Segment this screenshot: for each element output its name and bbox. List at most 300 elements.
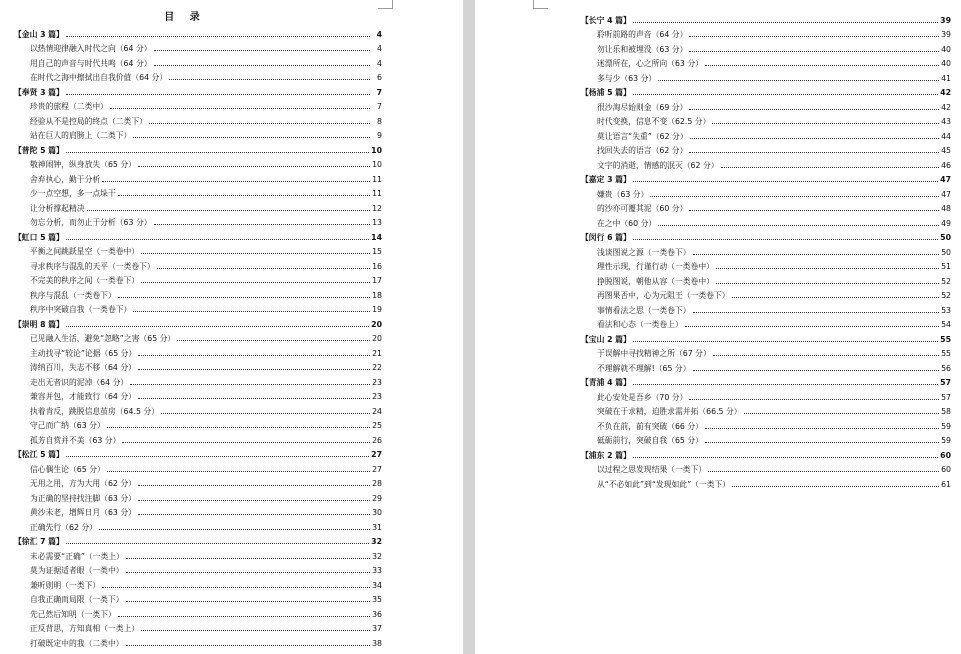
toc-entry-title: 【奉贤 3 篇】 — [14, 87, 64, 97]
toc-page-number: 53 — [941, 305, 951, 315]
toc-entry[interactable] — [581, 461, 951, 476]
dot-leader — [732, 486, 939, 487]
toc-entry-title: 嫌贵（63 分） — [597, 189, 649, 199]
dot-leader — [689, 399, 939, 400]
dot-leader — [732, 297, 939, 298]
dot-leader — [157, 268, 370, 269]
toc-entry-title: 秩序中突破自我（一类卷下） — [30, 305, 132, 314]
dot-leader — [705, 442, 939, 443]
toc-page-left — [0, 0, 463, 654]
dot-leader — [149, 123, 370, 124]
toc-page-number: 61 — [941, 479, 951, 489]
toc-entry[interactable] — [14, 156, 382, 171]
dot-leader — [138, 398, 370, 399]
dot-leader — [110, 108, 370, 109]
dot-leader — [138, 485, 370, 486]
toc-entry[interactable] — [14, 170, 382, 185]
toc-entry[interactable] — [14, 388, 382, 403]
toc-entry[interactable] — [14, 562, 382, 577]
toc-entry-title: 挣脱图说，朝他从容（一类卷中） — [597, 276, 714, 286]
toc-entry-title: 不负在前，前有突破（66 分） — [597, 421, 703, 431]
toc-entry[interactable] — [581, 113, 951, 128]
toc-entry[interactable] — [14, 359, 382, 374]
toc-entry-title: 时代变换，信息不变（62.5 分） — [597, 117, 711, 126]
toc-entry[interactable] — [581, 417, 951, 432]
toc-entry[interactable] — [14, 576, 382, 591]
dot-leader — [107, 471, 370, 472]
toc-entry-title: 【崇明 8 篇】 — [14, 319, 64, 329]
toc-section-heading[interactable] — [14, 228, 382, 243]
toc-entry[interactable] — [581, 475, 951, 490]
dot-leader — [141, 253, 370, 254]
toc-entry[interactable] — [581, 403, 951, 418]
toc-page-number: 31 — [372, 522, 382, 532]
toc-entry-title: 看法和心态（一类卷上） — [597, 320, 683, 329]
toc-entry[interactable] — [581, 345, 951, 360]
dot-leader — [721, 167, 939, 168]
toc-page-number: 30 — [372, 508, 382, 517]
dot-leader — [161, 413, 370, 414]
dot-leader — [685, 326, 939, 327]
toc-page-number: 26 — [372, 435, 382, 445]
toc-entry-title: 先己然后知明（一类下） — [30, 609, 116, 619]
toc-entry[interactable] — [14, 431, 382, 446]
toc-entry-title: 在之中（60 分） — [597, 218, 657, 228]
toc-entry-title: 【长宁 4 篇】 — [581, 15, 631, 25]
toc-entry[interactable] — [14, 475, 382, 490]
dot-leader — [138, 355, 370, 356]
dot-leader — [633, 94, 938, 95]
dot-leader — [66, 152, 369, 153]
toc-entry[interactable] — [14, 344, 382, 359]
toc-entry[interactable] — [14, 54, 382, 69]
dot-leader — [66, 94, 370, 95]
toc-entry-title: 敬神闹钟，纵身放失（65 分） — [30, 160, 136, 169]
toc-entry-title: 黄沙未老，增辉日月（63 分） — [30, 508, 136, 517]
toc-entry-title: 很沙淘尽始则金（69 分） — [597, 102, 688, 112]
toc-page-number: 28 — [372, 479, 382, 488]
toc-page-number: 50 — [940, 233, 951, 242]
toc-section-heading[interactable] — [14, 446, 382, 461]
toc-page-number: 39 — [940, 15, 951, 25]
toc-entry-title: 【金山 3 篇】 — [14, 29, 64, 39]
toc-section-heading[interactable] — [581, 330, 951, 345]
dot-leader — [689, 210, 939, 211]
toc-page-number: 35 — [372, 595, 382, 604]
toc-entry-title: 【浦东 2 篇】 — [581, 450, 631, 460]
toc-page-number: 47 — [940, 175, 951, 184]
dot-leader — [102, 587, 370, 588]
toc-page-number: 40 — [941, 44, 951, 54]
dot-leader — [107, 427, 370, 428]
dot-leader — [126, 558, 370, 559]
toc-page-number: 37 — [372, 624, 382, 633]
dot-leader — [66, 36, 370, 37]
toc-entry-title: 秩序与混乱（一类卷下） — [30, 290, 116, 300]
toc-entry-title: 【嘉定 3 篇】 — [581, 175, 631, 184]
toc-page-number: 33 — [372, 566, 382, 575]
toc-entry[interactable] — [581, 258, 951, 273]
dot-leader — [658, 80, 939, 81]
toc-entry[interactable] — [581, 185, 951, 200]
dot-leader — [169, 79, 370, 80]
toc-entry[interactable] — [14, 518, 382, 533]
toc-entry[interactable] — [14, 112, 382, 127]
toc-section-heading[interactable] — [14, 315, 382, 330]
toc-section-heading[interactable] — [581, 229, 951, 244]
toc-entry-title: 守己而广纳（63 分） — [30, 421, 105, 430]
toc-entry[interactable] — [14, 504, 382, 519]
toc-page-number: 39 — [941, 30, 951, 39]
dot-leader — [138, 500, 370, 501]
toc-page-number: 59 — [941, 421, 951, 431]
dot-leader — [713, 355, 939, 356]
toc-page-number: 51 — [941, 262, 951, 271]
dot-leader — [118, 195, 370, 196]
toc-page-number: 52 — [941, 276, 951, 286]
toc-entry[interactable] — [14, 460, 382, 475]
toc-page-number: 12 — [372, 203, 382, 213]
toc-entry-title: 【徐汇 7 篇】 — [14, 537, 64, 546]
dot-leader — [693, 254, 939, 255]
toc-page-number: 44 — [941, 131, 951, 141]
dot-leader — [633, 22, 938, 23]
toc-entry[interactable] — [14, 214, 382, 229]
dot-leader — [126, 572, 370, 573]
toc-entry-title: 勿让乐和被埋没（63 分） — [597, 44, 688, 54]
toc-page-number: 15 — [372, 247, 382, 256]
toc-entry[interactable] — [581, 55, 951, 70]
dot-leader — [705, 428, 939, 429]
dot-leader — [690, 138, 939, 139]
toc-page-number: 7 — [377, 102, 382, 111]
toc-entry-title: 文字的消逝，情感的泯灭（62 分） — [597, 160, 719, 170]
toc-entry-title: 以过程之思发现结果（一类下） — [597, 465, 707, 474]
toc-page-number: 54 — [941, 320, 951, 329]
dot-leader — [716, 283, 939, 284]
toc-entry-title: 于误解中寻找精神之所（67 分） — [597, 349, 711, 358]
toc-entry[interactable] — [14, 591, 382, 606]
toc-entry-title: 走出无者识的泥淖（64 分） — [30, 377, 129, 387]
toc-page-number: 4 — [377, 44, 382, 53]
toc-entry[interactable] — [14, 127, 382, 142]
toc-page-number: 36 — [372, 609, 382, 619]
dot-leader — [712, 123, 939, 124]
toc-entry-title: 已见融入生活，避免“忽略”之害（65 分） — [30, 334, 176, 343]
toc-entry[interactable] — [14, 373, 382, 388]
dot-leader — [689, 36, 939, 37]
toc-entry-title: 此心安处是吾乡（70 分） — [597, 392, 688, 402]
toc-entry[interactable] — [581, 316, 951, 331]
dot-leader — [66, 239, 369, 240]
toc-page-number: 13 — [372, 218, 382, 227]
toc-entry[interactable] — [14, 417, 382, 432]
toc-page-number: 27 — [372, 464, 382, 474]
toc-entry-title: 正确先行（62 分） — [30, 522, 97, 532]
toc-page-number: 10 — [372, 160, 382, 169]
toc-entry-title: 从“不必如此”到“发现如此”（一类下） — [597, 479, 731, 489]
toc-entry[interactable] — [581, 243, 951, 258]
toc-page-number: 50 — [941, 247, 951, 257]
toc-entry-title: 【普陀 5 篇】 — [14, 145, 64, 155]
dot-leader — [118, 616, 370, 617]
toc-entry-title: 理性示现，行谨行动（一类卷中） — [597, 262, 714, 271]
toc-page-number: 42 — [940, 88, 951, 97]
toc-entry-title: 无用之用，方为大用（62 分） — [30, 479, 136, 488]
toc-page-number: 49 — [941, 218, 951, 228]
dot-leader — [154, 224, 370, 225]
toc-page-number: 42 — [941, 102, 951, 112]
toc-entry-title: 孤芳自赏并不美（63 分） — [30, 435, 121, 445]
page-corner-mark — [533, 0, 548, 9]
toc-entry-title: 事情看法之思（一类卷下） — [597, 305, 691, 315]
toc-entry[interactable] — [581, 272, 951, 287]
toc-entry[interactable] — [14, 199, 382, 214]
dot-leader — [744, 413, 939, 414]
toc-section-heading[interactable] — [581, 446, 951, 461]
toc-page-number: 58 — [941, 407, 951, 416]
dot-leader — [118, 297, 370, 298]
toc-page-number: 45 — [941, 146, 951, 155]
toc-entry[interactable] — [581, 98, 951, 113]
toc-entry-title: 【虹口 5 篇】 — [14, 232, 64, 242]
toc-entry-title: 再图果否中，心为元阻王（一类卷下） — [597, 291, 730, 300]
toc-entry[interactable] — [581, 69, 951, 84]
toc-page-number: 23 — [372, 377, 382, 387]
toc-page-number: 8 — [377, 116, 382, 126]
toc-entry[interactable] — [14, 272, 382, 287]
toc-entry-title: 【杨浦 5 篇】 — [581, 88, 631, 97]
dot-leader — [177, 340, 370, 341]
toc-page-number: 6 — [377, 73, 382, 82]
toc-page-number: 20 — [371, 319, 382, 329]
toc-page-number: 32 — [371, 537, 382, 546]
toc-page-number: 48 — [941, 204, 951, 213]
toc-entry[interactable] — [581, 200, 951, 215]
toc-page-number: 52 — [941, 291, 951, 300]
dot-leader — [708, 471, 939, 472]
toc-page-number: 25 — [372, 421, 382, 430]
toc-page-number: 9 — [377, 131, 382, 140]
toc-entry-title: 【闵行 6 篇】 — [581, 233, 631, 242]
dot-leader — [133, 137, 370, 138]
dot-leader — [650, 196, 939, 197]
toc-page-number: 46 — [941, 160, 951, 170]
toc-page-number: 4 — [377, 58, 382, 68]
toc-entry[interactable] — [14, 40, 382, 55]
toc-entry-title: 在时代之海中擦拭出自我价值（64 分） — [30, 73, 168, 82]
toc-entry[interactable] — [581, 142, 951, 157]
toc-entry[interactable] — [14, 402, 382, 417]
toc-page-number: 47 — [941, 189, 951, 199]
toc-section-heading[interactable] — [14, 141, 382, 156]
toc-entry[interactable] — [581, 40, 951, 55]
toc-section-heading[interactable] — [581, 84, 951, 99]
toc-page-number: 22 — [372, 363, 382, 372]
toc-entry-title: 让分析撑起精决 — [30, 203, 85, 213]
page-corner-mark — [378, 0, 393, 9]
toc-entry-title: 珍贵的旅程（二类中） — [30, 102, 108, 111]
toc-page-number: 11 — [372, 189, 382, 198]
toc-page-number: 41 — [941, 73, 951, 83]
toc-entry[interactable] — [14, 547, 382, 562]
toc-entry[interactable] — [14, 605, 382, 620]
toc-entry-title: 莫让语言“失重”（62 分） — [597, 131, 688, 141]
toc-entry-title: 莫为证据适者眼（一类中） — [30, 566, 124, 575]
dot-leader — [133, 311, 370, 312]
dot-leader — [689, 109, 939, 110]
toc-entry-title: 执着肯反，跳脱信息茧房（64.5 分） — [30, 406, 159, 416]
toc-entry-title: 打破既定中的我（二类中） — [30, 638, 124, 648]
toc-entry[interactable] — [14, 185, 382, 200]
toc-section-heading[interactable] — [581, 171, 951, 186]
toc-page-right — [475, 0, 961, 654]
toc-entry-title: 兼容并包，才能致行（64 分） — [30, 392, 136, 401]
toc-entry[interactable] — [14, 286, 382, 301]
dot-leader — [658, 225, 939, 226]
toc-page-number: 43 — [941, 117, 951, 126]
toc-page-number: 32 — [372, 551, 382, 561]
toc-section-heading[interactable] — [14, 25, 382, 40]
toc-entry-title: 平衡之间跳跃星空（一类卷中） — [30, 247, 140, 256]
toc-section-heading[interactable] — [14, 533, 382, 548]
dot-leader — [693, 370, 940, 371]
toc-entry-title: 勿忘分析，而勿止于分析（63 分） — [30, 218, 152, 227]
dot-leader — [130, 384, 370, 385]
toc-page-number: 20 — [372, 334, 382, 343]
toc-entry-title: 砥砺前行，突破自我（65 分） — [597, 436, 703, 445]
dot-leader — [66, 456, 369, 457]
toc-entry-title: 经验从不是控局的终点（二类下） — [30, 116, 147, 126]
dot-leader — [141, 630, 370, 631]
toc-entry-title: 找回失去的语言（62 分） — [597, 146, 688, 155]
toc-page-number: 59 — [941, 436, 951, 445]
toc-entry-title: 涛纳百川，失志不移（64 分） — [30, 363, 136, 372]
toc-page-number: 55 — [941, 349, 951, 358]
toc-entry-title: 兼听则明（一类下） — [30, 580, 101, 590]
toc-entry[interactable] — [14, 98, 382, 113]
dot-leader — [66, 326, 369, 327]
toc-entry-title: 聆听前路的声音（64 分） — [597, 30, 688, 39]
toc-page-number: 4 — [376, 29, 382, 39]
toc-entry-title: 用自己的声音与时代共鸣（64 分） — [30, 58, 152, 68]
dot-leader — [102, 181, 370, 182]
toc-section-heading[interactable] — [581, 11, 951, 26]
toc-page-number: 60 — [941, 465, 951, 474]
toc-entry[interactable] — [14, 243, 382, 258]
toc-entry-title: 自我正确而局限（一类下） — [30, 595, 124, 604]
toc-entry[interactable] — [581, 156, 951, 171]
toc-entry[interactable] — [581, 388, 951, 403]
toc-entry[interactable] — [581, 432, 951, 447]
toc-page-number: 57 — [940, 378, 951, 387]
dot-leader — [633, 384, 938, 385]
toc-entry-title: 主动找寻“较论”论据（65 分） — [30, 348, 137, 358]
dot-leader — [154, 65, 370, 66]
toc-entry-title: 舍弃执心，勤于分析 — [30, 174, 101, 184]
toc-title: 目 录 — [164, 12, 206, 23]
dot-leader — [705, 65, 939, 66]
toc-page-number: 19 — [372, 305, 382, 314]
dot-leader — [99, 529, 370, 530]
toc-page-number: 55 — [940, 334, 951, 344]
toc-entry[interactable] — [14, 489, 382, 504]
toc-entry[interactable] — [581, 359, 951, 374]
dot-leader — [66, 543, 369, 544]
dot-leader — [716, 268, 939, 269]
toc-entry-title: 正反背思，方知真相（一类上） — [30, 624, 140, 633]
toc-entry[interactable] — [14, 620, 382, 635]
toc-entry-title: 【松江 5 篇】 — [14, 450, 64, 459]
toc-section-heading[interactable] — [14, 83, 382, 98]
toc-entry[interactable] — [14, 257, 382, 272]
toc-entry[interactable] — [581, 214, 951, 229]
toc-page-number: 27 — [371, 450, 382, 459]
dot-leader — [693, 312, 939, 313]
toc-entry-title: 寻求秩序与混乱的天平（一类卷下） — [30, 261, 155, 271]
dot-leader — [689, 51, 939, 52]
dot-leader — [633, 181, 938, 182]
toc-entry-title: 以热情迎律融入时代之向（64 分） — [30, 44, 152, 53]
toc-entry-title: 迷漂所在，心之所向（63 分） — [597, 59, 703, 68]
toc-entry[interactable] — [14, 301, 382, 316]
dot-leader — [138, 369, 370, 370]
toc-entry-title: 【宝山 2 篇】 — [581, 334, 631, 344]
dot-leader — [154, 50, 370, 51]
toc-entry[interactable] — [581, 301, 951, 316]
dot-leader — [138, 166, 370, 167]
dot-leader — [122, 442, 370, 443]
toc-entry-title: 【青浦 4 篇】 — [581, 378, 631, 387]
toc-entry-title: 不完美的秩序之间（一类卷下） — [30, 276, 140, 285]
toc-entry[interactable] — [14, 330, 382, 345]
toc-page-number: 10 — [371, 145, 382, 155]
toc-entry-title: 不理解就不理解!（65 分） — [597, 363, 691, 373]
toc-entry-title: 突破在于求精，迫胜求需并拓（66.5 分） — [597, 407, 742, 416]
dot-leader — [126, 645, 370, 646]
toc-entry[interactable] — [581, 127, 951, 142]
toc-list-left — [14, 25, 382, 649]
toc-entry-title: 信心偶生论（65 分） — [30, 464, 105, 474]
dot-leader — [689, 152, 939, 153]
toc-page-number: 7 — [376, 87, 382, 97]
toc-page-number: 29 — [372, 493, 382, 503]
toc-entry[interactable] — [581, 287, 951, 302]
toc-list-right — [581, 11, 951, 490]
toc-section-heading[interactable] — [581, 374, 951, 389]
toc-entry[interactable] — [581, 26, 951, 41]
toc-page-number: 57 — [941, 392, 951, 402]
toc-entry-title: 为正确的坚持找注脚（63 分） — [30, 493, 136, 503]
toc-entry[interactable] — [14, 634, 382, 649]
toc-entry-title: 少一点空想，多一点垛干 — [30, 189, 116, 198]
toc-entry-title: 未必需要“正确”（一类上） — [30, 551, 124, 561]
toc-entry-title: 站在巨人的肩膀上（二类下） — [30, 131, 132, 140]
toc-page-number: 34 — [372, 580, 382, 590]
toc-page-number: 21 — [372, 348, 382, 358]
toc-page-number: 17 — [372, 276, 382, 285]
toc-page-number: 60 — [940, 450, 951, 460]
toc-page-number: 23 — [372, 392, 382, 401]
toc-entry[interactable] — [14, 69, 382, 84]
dot-leader — [138, 514, 370, 515]
dot-leader — [126, 601, 370, 602]
dot-leader — [141, 282, 370, 283]
toc-page-number: 16 — [372, 261, 382, 271]
toc-page-number: 38 — [372, 638, 382, 648]
toc-entry-title: 多与少（63 分） — [597, 73, 657, 83]
page-gutter — [463, 0, 475, 654]
